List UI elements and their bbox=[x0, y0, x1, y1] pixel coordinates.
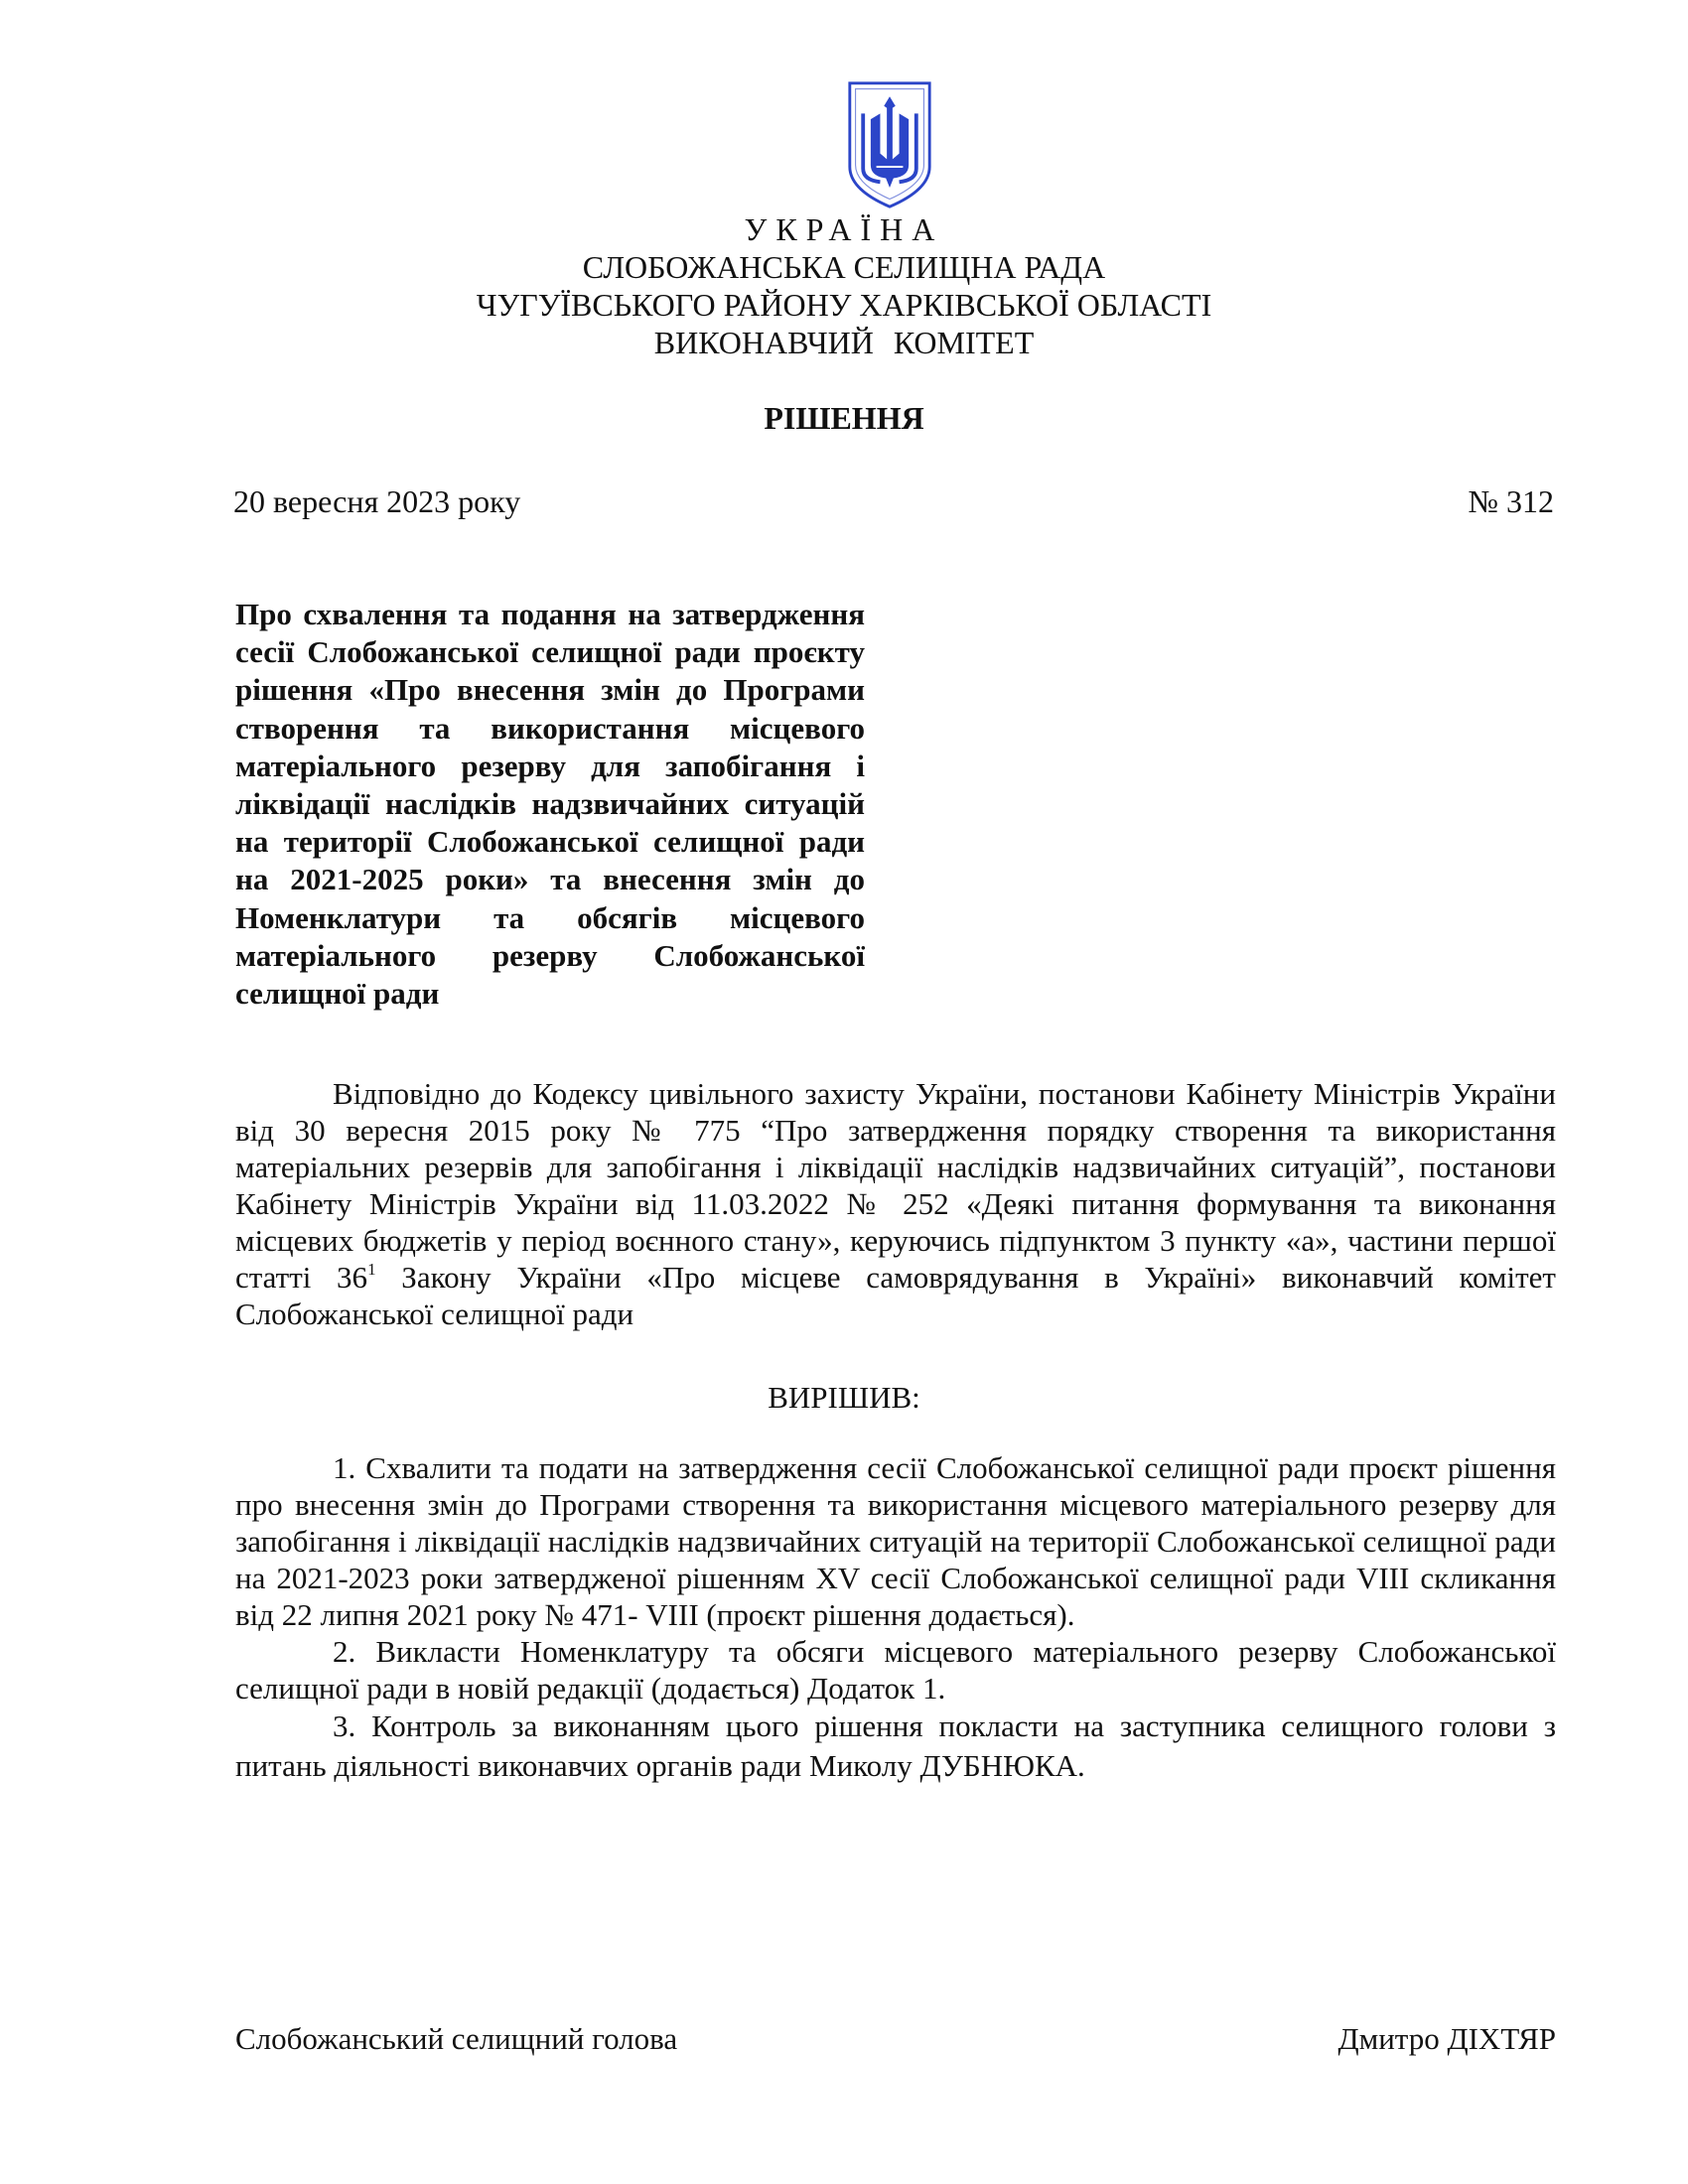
document-subject: Про схвалення та подання на затвердження сесії Слобожанської селищної ради проєкту рішення «Про внесення змін до Програми створення та використання місцевого матеріального резерву для запобігання і ліквідації наслідків надзвичайних ситуацій на території Слобожанської селищної ради на 2021-2025 роки» та внесення змін до Номенклатури та обсягів місцевого матеріального резерву Слобожанської селищної ради bbox=[235, 597, 865, 1012]
committee-name: ВИКОНАВЧИЙ КОМІТЕТ bbox=[653, 325, 1035, 360]
decision-item-3: 3. Контроль за виконанням цього рішення покласти на заступника селищного голови з питань діяльності виконавчих органів ради Миколу ДУБНЮКА. bbox=[235, 1708, 1556, 1783]
document-type: РІШЕННЯ bbox=[764, 400, 924, 436]
signer-name: Дмитро ДІХТЯР bbox=[1337, 2021, 1556, 2056]
document-number: № 312 bbox=[1468, 483, 1554, 519]
district-name: ЧУГУЇВСЬКОГО РАЙОНУ ХАРКІВСЬКОЇ ОБЛАСТІ bbox=[476, 287, 1212, 323]
document-date: 20 вересня 2023 року bbox=[233, 483, 521, 519]
signer-position: Слобожанський селищний голова bbox=[235, 2021, 678, 2056]
council-name: СЛОБОЖАНСЬКА СЕЛИЩНА РАДА bbox=[582, 249, 1106, 285]
country-name: УКРАЇНА bbox=[744, 211, 944, 247]
preamble-paragraph bbox=[235, 1075, 1556, 1332]
preamble-text-end: Закону України «Про місцеве самоврядування в Україні» виконавчий комітет Слобожанської селищної ради bbox=[235, 1260, 1556, 1331]
coat-of-arms-icon bbox=[842, 79, 937, 210]
decision-item-1: 1. Схвалити та подати на затвердження сесії Слобожанської селищної ради проєкт рішення про внесення змін до Програми створення та використання місцевого матеріального резерву для запобігання і ліквідації наслідків надзвичайних ситуацій на території Слобожанської селищної ради на 2021-2023 роки затвердженої рішенням XV сесії Слобожанської селищної ради VIII скликання від 22 липня 2021 року № 471- VIII (проєкт рішення додається). bbox=[235, 1450, 1556, 1632]
article-superscript: 1 bbox=[367, 1260, 376, 1280]
preamble-text: Відповідно до Кодексу цивільного захисту України, постанови Кабінету Міністрів України від 30 вересня 2015 року № 775 “Про затвердження порядку створення та використання матеріальних резервів для запобігання і ліквідації наслідків надзвичайних ситуацій”, постанови Кабінету Міністрів України від 11.03.2022 № 252 «Деякі питання формування та виконання місцевих бюджетів у період воєнного стану», керуючись підпунктом 3 пункту «а», частини першої статті 36 bbox=[235, 1076, 1556, 1295]
decision-items bbox=[235, 1449, 1556, 1786]
decision-item-2: 2. Викласти Номенклатуру та обсяги місцевого матеріального резерву Слобожанської селищної ради в новій редакції (додається) Додаток 1. bbox=[235, 1634, 1556, 1706]
document-header bbox=[0, 210, 1688, 361]
resolved-heading: ВИРІШИВ: bbox=[768, 1380, 920, 1415]
